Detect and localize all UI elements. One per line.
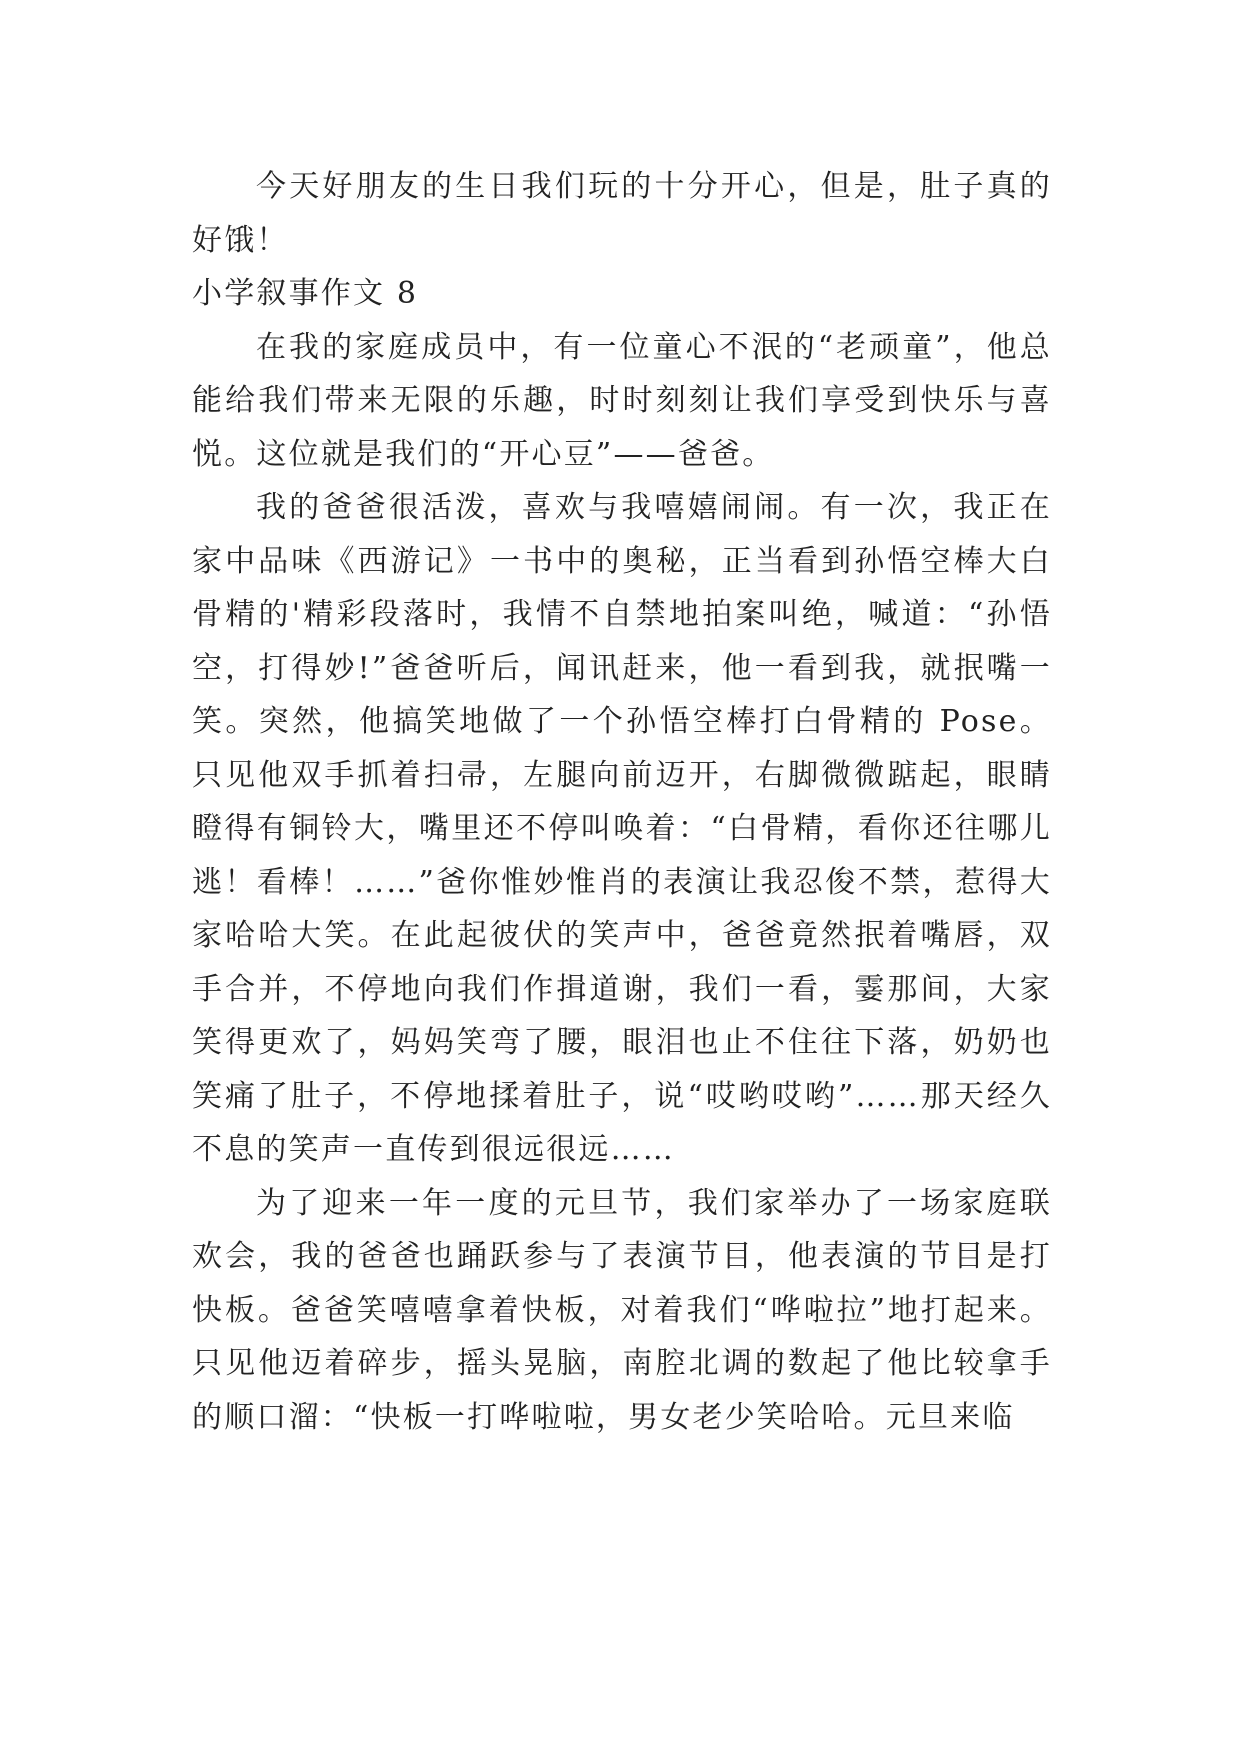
section-title: 小学叙事作文 8 (192, 276, 419, 311)
paragraph-birthday-ending: 今天好朋友的生日我们玩的十分开心，但是，肚子真的好饿！ (192, 169, 1052, 258)
paragraph-family-intro: 在我的家庭成员中，有一位童心不泯的“老顽童”，他总能给我们带来无限的乐趣，时时刻刻让我们享受到快乐与喜悦。这位就是我们的“开心豆”——爸爸。 (192, 329, 1052, 472)
paragraph-new-year-party: 为了迎来一年一度的元旦节，我们家举办了一场家庭联欢会，我的爸爸也踊跃参与了表演节目，他表演的节目是打快板。爸爸笑嘻嘻拿着快板，对着我们“哗啦拉”地打起来。只见他迈着碎步，摇头晃脑，南腔北调的数起了他比较拿手的顺口溜：“快板一打哗啦啦，男女老少笑哈哈。元旦来临 (192, 1185, 1052, 1435)
paragraph-monkey-king-story: 我的爸爸很活泼，喜欢与我嘻嬉闹闹。有一次，我正在家中品味《西游记》一书中的奥秘，正当看到孙悟空棒大白骨精的'精彩段落时，我情不自禁地拍案叫绝，喊道：“孙悟空，打得妙!”爸爸听后，闻讯赶来，他一看到我，就抿嘴一笑。突然，他搞笑地做了一个孙悟空棒打白骨精的 Pose。只见他双手抓着扫帚，左腿向前迈开，右脚微微踮起，眼睛瞪得有铜铃大，嘴里还不停叫唤着：“白骨精，看你还往哪儿逃！看棒！……”爸你惟妙惟肖的表演让我忍俊不禁，惹得大家哈哈大笑。在此起彼伏的笑声中，爸爸竟然抿着嘴唇，双手合并，不停地向我们作揖道谢，我们一看，霎那间，大家笑得更欢了，妈妈笑弯了腰，眼泪也止不住往下落，奶奶也笑痛了肚子，不停地揉着肚子，说“哎哟哎哟”……那天经久不息的笑声一直传到很远很远…… (192, 490, 1052, 1167)
document-body (192, 160, 1052, 1444)
